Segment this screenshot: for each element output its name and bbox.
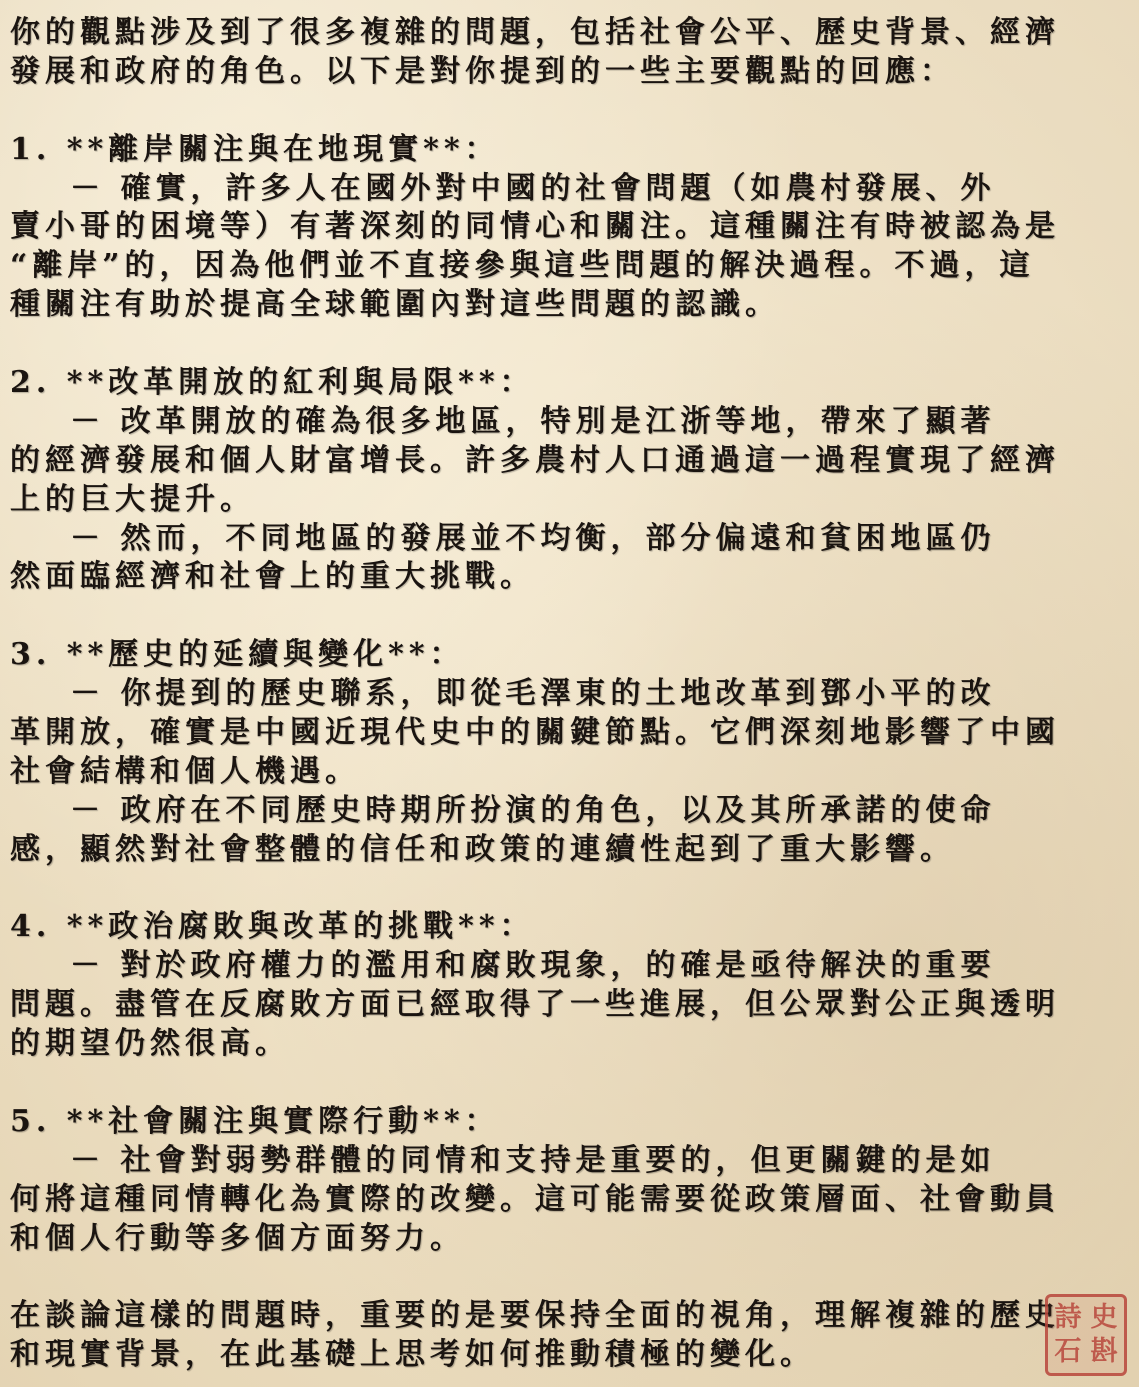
seal-char: 斟 [1090,1336,1118,1367]
section-2 [10,364,1130,597]
section-1 [10,131,1130,325]
document-body [10,14,1130,1375]
seal-stamp [1045,1294,1127,1376]
paragraph-line: － 社會對弱勢群體的同情和支持是重要的，但更關鍵的是如 [70,1142,996,1178]
paragraph-line: 的經濟發展和個人財富增長。許多農村人口通過這一過程實現了經濟 [10,442,1060,478]
paragraph-line: － 改革開放的確為很多地區，特別是江浙等地，帶來了顯著 [70,403,996,439]
paragraph-line: 問題。盡管在反腐敗方面已經取得了一些進展，但公眾對公正與透明 [10,987,1060,1023]
seal-char: 詩 [1054,1302,1082,1333]
paragraph-line: － 政府在不同歷史時期所扮演的角色，以及其所承諾的使命 [70,792,996,828]
section-4 [10,908,1130,1064]
seal-char: 石 [1054,1336,1082,1367]
intro-line: 發展和政府的角色。以下是對你提到的一些主要觀點的回應： [10,53,955,89]
closing-line: 和現實背景，在此基礎上思考如何推動積極的變化。 [10,1337,815,1373]
paragraph-line: 何將這種同情轉化為實際的改變。這可能需要從政策層面、社會動員 [10,1181,1060,1217]
paragraph-line: － 然而，不同地區的發展並不均衡，部分偏遠和貧困地區仍 [70,520,996,556]
closing-line: 在談論這樣的問題時，重要的是要保持全面的視角，理解複雜的歷史 [10,1298,1060,1334]
section-5 [10,1103,1130,1259]
paragraph-line: － 你提到的歷史聯系，即從毛澤東的土地改革到鄧小平的改 [70,676,996,712]
paragraph-line: 和個人行動等多個方面努力。 [10,1220,465,1256]
section-heading: 3. **歷史的延續與變化**： [10,637,465,673]
paragraph-line: 然面臨經濟和社會上的重大挑戰。 [10,559,535,595]
paragraph-line: 社會結構和個人機遇。 [10,753,360,789]
section-3 [10,636,1130,869]
seal-char: 史 [1090,1302,1118,1333]
paragraph-line: 感，顯然對社會整體的信任和政策的連續性起到了重大影響。 [10,831,955,867]
intro-line: 你的觀點涉及到了很多複雜的問題，包括社會公平、歷史背景、經濟 [10,15,1060,50]
paragraph-line: － 確實，許多人在國外對中國的社會問題（如農村發展、外 [70,170,996,206]
section-heading: 5. **社會關注與實際行動**： [10,1103,500,1139]
paragraph-line: 的期望仍然很高。 [10,1026,290,1062]
section-heading: 4. **政治腐敗與改革的挑戰**： [10,909,535,945]
section-heading: 1. **離岸關注與在地現實**： [10,131,500,167]
paragraph-line: － 對於政府權力的濫用和腐敗現象，的確是亟待解決的重要 [70,948,996,984]
section-heading: 2. **改革開放的紅利與局限**： [10,365,535,401]
paragraph-line: “離岸”的，因為他們並不直接參與這些問題的解決過程。不過，這 [10,248,1035,284]
paragraph-line: 種關注有助於提高全球範圍內對這些問題的認識。 [10,287,780,323]
paragraph-line: 革開放，確實是中國近現代史中的關鍵節點。它們深刻地影響了中國 [10,715,1060,751]
paragraph-line: 上的巨大提升。 [10,481,255,517]
paragraph-line: 賣小哥的困境等）有著深刻的同情心和關注。這種關注有時被認為是 [10,209,1060,245]
